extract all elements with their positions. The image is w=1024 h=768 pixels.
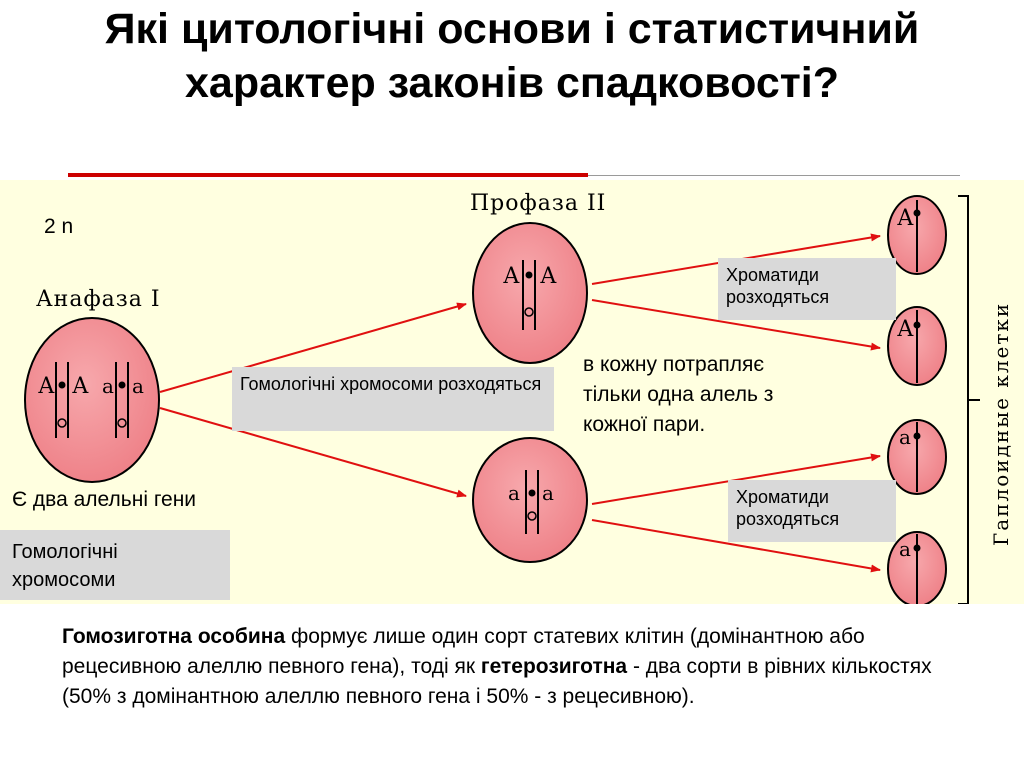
parent-cell xyxy=(25,318,159,482)
gamete-4-allele: а xyxy=(899,537,911,561)
gamete-2 xyxy=(888,307,946,385)
parent-allele-4: а xyxy=(132,374,144,398)
parent-allele-1: А xyxy=(38,374,55,399)
term-homozygous: Гомозиготна особина xyxy=(62,625,286,648)
gamete-1-allele: А xyxy=(897,206,914,231)
title-divider-grey xyxy=(588,175,960,176)
gamete-2-allele: А xyxy=(897,317,914,342)
term-heterozygous: гетерозиготна xyxy=(480,655,628,678)
homologous-chromosomes-box: Гомологічні хромосоми xyxy=(0,530,230,600)
title-divider-red xyxy=(68,173,588,177)
each-gets-one-allele-note: в кожну потрапляє тільки одна алель з кожної пари. xyxy=(583,353,774,436)
haploid-bracket xyxy=(958,196,980,604)
homologous-separate-box: Гомологічні хромосоми розходяться xyxy=(232,367,554,431)
two-allelic-genes-note: Є два алельні гени xyxy=(12,488,197,511)
parent-allele-3: а xyxy=(102,374,114,398)
recessive-cell-allele-2: а xyxy=(542,481,554,505)
gamete-3 xyxy=(888,420,946,494)
haploid-cells-label: Гаплоидные клетки xyxy=(989,301,1013,546)
cell-recessive xyxy=(473,438,587,562)
gamete-3-allele: а xyxy=(899,425,911,449)
gamete-4 xyxy=(888,532,946,604)
slide-title: Які цитологічні основи і статистичний характер законів спадковості? xyxy=(104,5,920,107)
bottom-paragraph xyxy=(62,622,962,712)
dominant-cell-allele-2: А xyxy=(540,264,557,289)
bottom-text-part-2: - два сорти в рівних кількостях (50% з домінантною алеллю певного гена і 50% - з рецесивною). xyxy=(62,655,932,708)
gamete-1 xyxy=(888,196,946,274)
recessive-cell-allele-1: а xyxy=(508,481,520,505)
ploidy-label: 2 n xyxy=(44,215,74,238)
bottom-text-part-1: формує лише один сорт статевих клітин (домінантною або рецесивною алеллю певного гена), тоді як xyxy=(62,625,865,678)
chromatids-separate-box-bottom: Хроматиди розходяться xyxy=(728,480,896,542)
parent-allele-2: А xyxy=(72,374,89,399)
dominant-cell-allele-1: А xyxy=(503,264,520,289)
chromatids-separate-box-top: Хроматиди розходяться xyxy=(718,258,896,320)
stage-anaphase-label: Анафаза I xyxy=(36,287,161,312)
stage-prophase-label: Профаза II xyxy=(470,191,607,216)
cell-dominant xyxy=(473,223,587,363)
